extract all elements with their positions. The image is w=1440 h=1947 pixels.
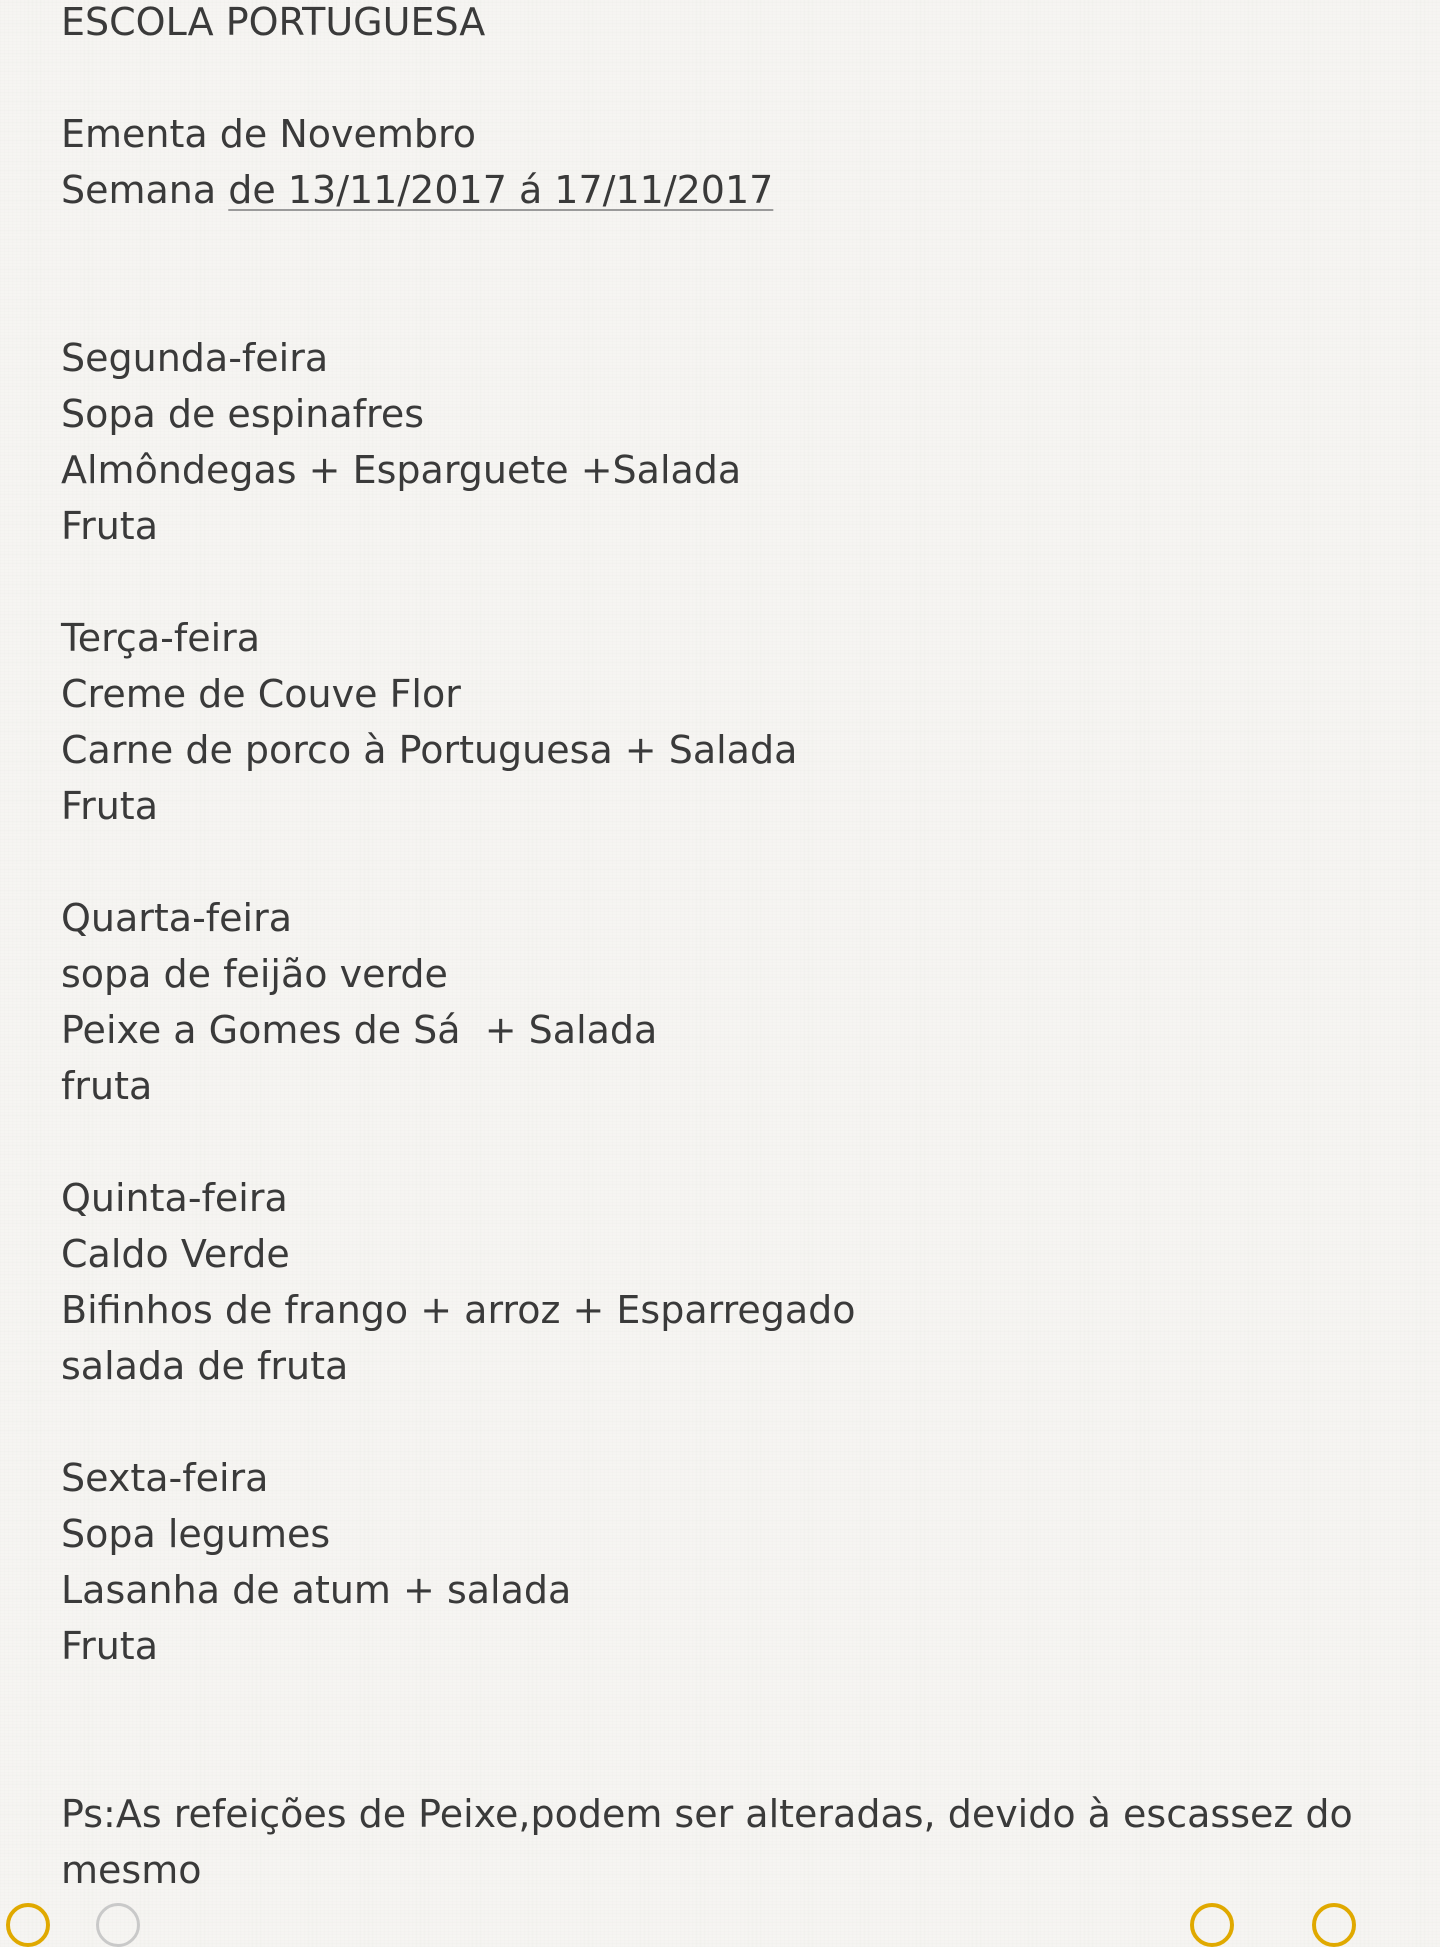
note-title: ESCOLA PORTUGUESA [61,0,486,44]
day-block-friday [61,1450,1381,1674]
soup-item: Creme de Couve Flor [61,672,461,716]
add-icon[interactable] [96,1903,140,1947]
ps-note: Ps:As refeições de Peixe,podem ser alteradas, devido à escassez do mesmo [61,1792,1353,1892]
dessert-item: Fruta [61,504,158,548]
main-dish: Almôndegas + Esparguete +Salada [61,448,742,492]
day-name: Segunda-feira [61,336,329,380]
week-line [61,162,1381,218]
soup-item: Sopa de espinafres [61,392,425,436]
dessert-item: salada de fruta [61,1344,349,1388]
soup-item: sopa de feijão verde [61,952,448,996]
day-block-thursday [61,1170,1381,1394]
day-block-wednesday [61,890,1381,1114]
soup-item: Sopa legumes [61,1512,331,1556]
share-icon[interactable] [1190,1903,1234,1947]
week-prefix: Semana [61,168,229,212]
main-dish: Bifinhos de frango + arroz + Esparregado [61,1288,856,1332]
main-dish: Lasanha de atum + salada [61,1568,572,1612]
dessert-item: Fruta [61,784,158,828]
dessert-item: Fruta [61,1624,158,1668]
day-name: Quarta-feira [61,896,293,940]
bottom-toolbar [0,1895,1440,1920]
day-name: Quinta-feira [61,1176,288,1220]
day-block-monday [61,330,1381,554]
week-date-range-link[interactable]: de 13/11/2017 á 17/11/2017 [228,168,774,212]
day-name: Sexta-feira [61,1456,269,1500]
menu-month: Ementa de Novembro [61,112,477,156]
dessert-item: fruta [61,1064,153,1108]
soup-item: Caldo Verde [61,1232,290,1276]
compose-icon[interactable] [1312,1903,1356,1947]
main-dish: Peixe a Gomes de Sá + Salada [61,1008,658,1052]
day-name: Terça-feira [61,616,261,660]
note-body[interactable] [61,0,1381,1898]
back-icon[interactable] [6,1903,50,1947]
main-dish: Carne de porco à Portuguesa + Salada [61,728,798,772]
day-block-tuesday [61,610,1381,834]
